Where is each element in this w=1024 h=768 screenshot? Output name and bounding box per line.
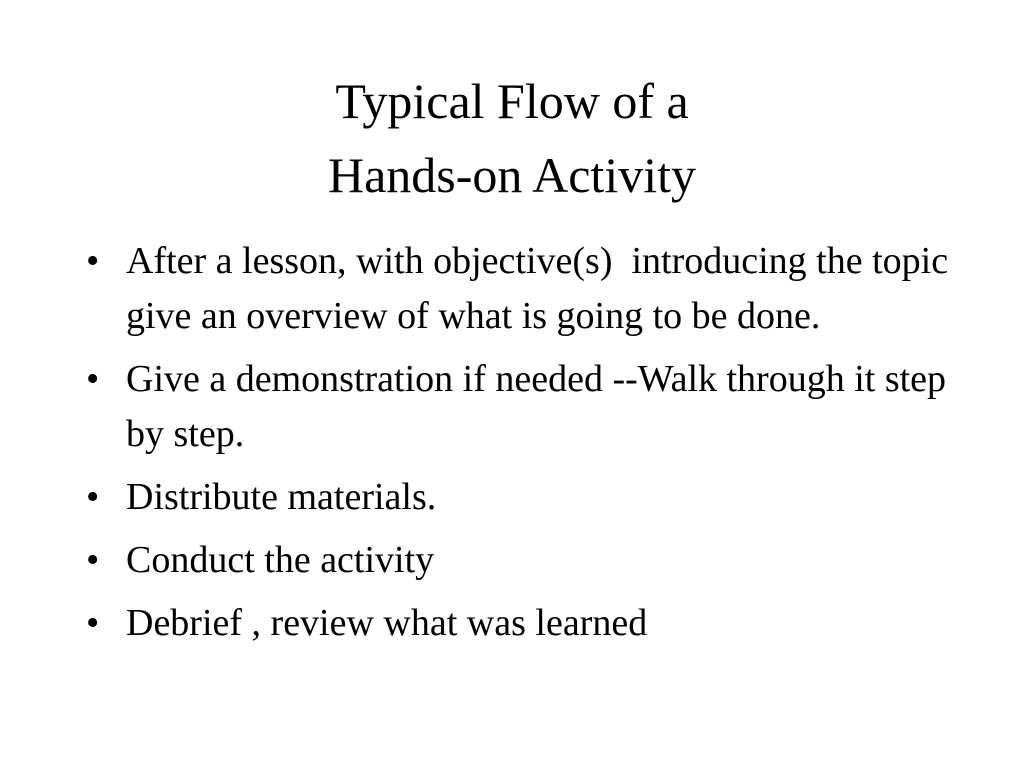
slide-title-line-2: Hands-on Activity [327, 147, 697, 203]
bullet-text-3: Distribute materials. [126, 476, 437, 518]
bullet-text-4: Conduct the activity [126, 539, 435, 581]
bullet-item-2 [86, 352, 986, 462]
bullet-text-2: Give a demonstration if needed --Walk through it step by step. [126, 358, 956, 455]
bullet-item-1 [86, 234, 986, 344]
bullet-list [86, 234, 986, 659]
bullet-text-5: Debrief , review what was learned [126, 602, 648, 644]
bullet-item-4 [86, 533, 986, 588]
bullet-text-1: After a lesson, with objective(s) introducing the topic give an overview of what is going to be done. [126, 240, 958, 337]
slide-title [0, 64, 1024, 212]
bullet-icon: • [86, 476, 100, 518]
bullet-icon: • [86, 240, 100, 282]
slide-title-line-1: Typical Flow of a [335, 73, 689, 129]
bullet-icon: • [86, 602, 100, 644]
bullet-item-3 [86, 470, 986, 525]
bullet-icon: • [86, 358, 100, 400]
bullet-icon: • [86, 539, 100, 581]
bullet-item-5 [86, 596, 986, 651]
